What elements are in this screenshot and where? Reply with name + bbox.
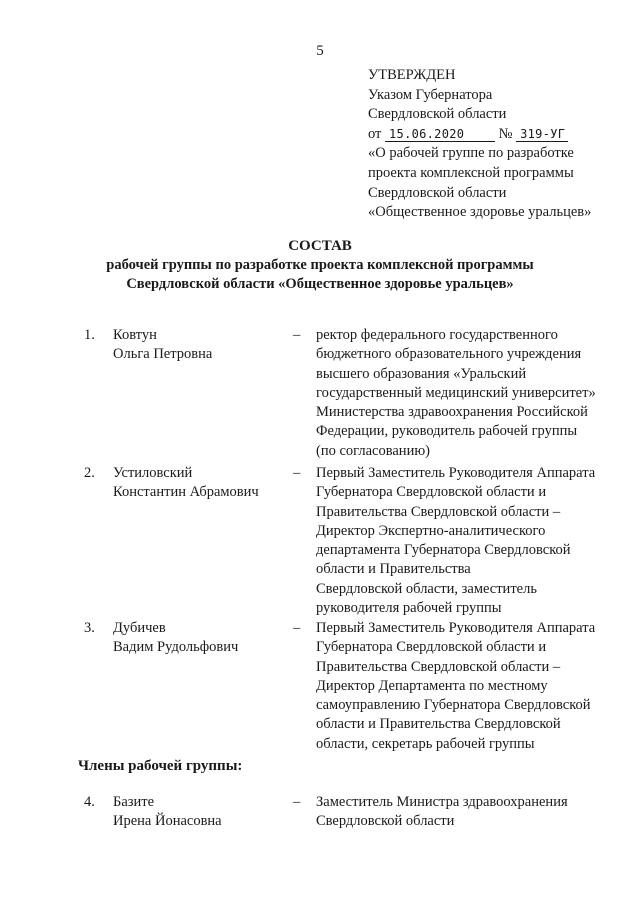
desc-line: департамента Губернатора Свердловской [316, 542, 571, 559]
desc-line: Губернатора Свердловской области и [316, 639, 547, 656]
entry-dash: – [293, 794, 301, 810]
entry-description [316, 793, 616, 832]
decree-date: 15.06.2020 [385, 127, 495, 142]
desc-line: Свердловской области, заместитель [316, 580, 537, 597]
entry-given-names: Ольга Петровна [113, 346, 213, 363]
approval-line: Указом Губернатора [368, 86, 493, 103]
entry-number: 2. [84, 465, 95, 481]
entry-given-names: Константин Абрамович [113, 484, 259, 501]
desc-line: Свердловской области [316, 813, 455, 830]
entry-name [113, 464, 259, 503]
decree-title-line: проекта комплексной программы [368, 164, 574, 181]
desc-line: Директор Департамента по местному [316, 677, 548, 694]
entry-number: 3. [84, 620, 95, 636]
title-subtitle-line: рабочей группы по разработке проекта комплексной программы [106, 257, 534, 273]
number-prefix: № [498, 125, 513, 142]
entry-description [316, 619, 616, 754]
entry-surname: Ковтун [113, 327, 157, 343]
entry-description [316, 326, 616, 461]
decree-number: 319-УГ [516, 127, 568, 142]
desc-line: области и Правительства Свердловской [316, 716, 561, 733]
entry-number: 1. [84, 327, 95, 343]
desc-line: (по согласованию) [316, 442, 430, 459]
desc-line: Заместитель Министра здравоохранения [316, 794, 568, 810]
desc-line: области, секретарь рабочей группы [316, 735, 535, 752]
desc-line: Правительства Свердловской области – [316, 658, 561, 675]
desc-line: высшего образования «Уральский [316, 365, 527, 382]
desc-line: государственный медицинский университет» [316, 384, 596, 401]
decree-title-line: «О рабочей группе по разработке [368, 145, 574, 162]
entry-surname: Устиловский [113, 465, 193, 481]
entry-dash: – [293, 620, 301, 636]
desc-line: самоуправлению Губернатора Свердловской [316, 697, 591, 714]
decree-date-number-line [368, 125, 591, 145]
entry-given-names: Ирена Йонасовна [113, 813, 222, 830]
members-heading: Члены рабочей группы: [78, 758, 243, 774]
desc-line: бюджетного образовательного учреждения [316, 346, 582, 363]
desc-line: Первый Заместитель Руководителя Аппарата [316, 465, 596, 481]
approval-line: УТВЕРЖДЕН [368, 67, 456, 83]
decree-title-line: «Общественное здоровье уральцев» [368, 204, 592, 221]
title-subtitle-line: Свердловской области «Общественное здоровье уральцев» [126, 276, 514, 292]
desc-line: области и Правительства [316, 561, 471, 578]
desc-line: руководителя рабочей группы [316, 600, 502, 617]
desc-line: Первый Заместитель Руководителя Аппарата [316, 620, 596, 636]
page-number: 5 [316, 43, 324, 59]
entry-surname: Базите [113, 794, 155, 810]
entry-dash: – [293, 465, 301, 481]
decree-title-line: Свердловской области [368, 184, 507, 201]
desc-line: ректор федерального государственного [316, 327, 558, 343]
entry-dash: – [293, 327, 301, 343]
desc-line: Министерства здравоохранения Российской [316, 404, 588, 421]
desc-line: Правительства Свердловской области – [316, 503, 561, 520]
document-title [0, 236, 640, 294]
entry-surname: Дубичев [113, 620, 166, 636]
approval-block [368, 66, 591, 223]
date-prefix: от [368, 125, 382, 142]
entry-description [316, 464, 616, 618]
entry-name [113, 793, 222, 832]
entry-number: 4. [84, 794, 95, 810]
title-heading: СОСТАВ [288, 238, 352, 254]
approval-line: Свердловской области [368, 106, 507, 123]
entry-name [113, 619, 238, 658]
entry-given-names: Вадим Рудольфович [113, 639, 239, 656]
desc-line: Федерации, руководитель рабочей группы [316, 423, 578, 440]
desc-line: Губернатора Свердловской области и [316, 484, 547, 501]
desc-line: Директор Экспертно-аналитического [316, 522, 546, 539]
entry-name [113, 326, 212, 365]
